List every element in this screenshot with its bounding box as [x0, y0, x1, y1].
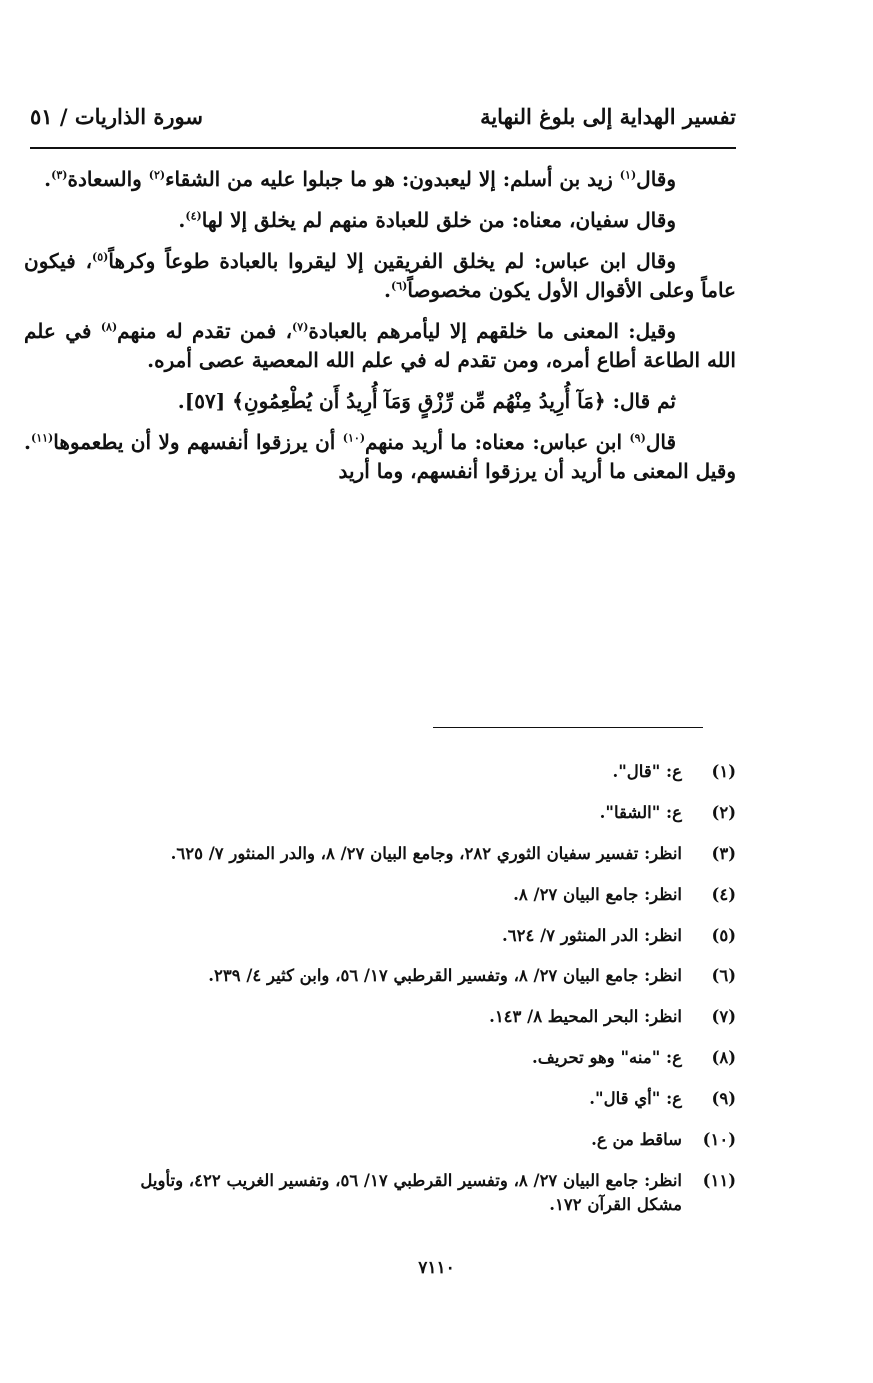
footnote	[90, 1169, 736, 1217]
footnote-number: (١١)	[702, 1170, 736, 1190]
footnote-ref: (٤)	[185, 209, 202, 223]
paragraph-text: قال	[645, 430, 676, 454]
footnote-text: ع: "أي قال".	[589, 1089, 682, 1109]
footnote	[90, 1087, 736, 1111]
surah-label: سورة الذاريات / ٥١	[30, 104, 203, 129]
footnote-number: (٤)	[711, 884, 736, 904]
footnote-text: ع: "منه" وهو تحريف.	[532, 1048, 682, 1068]
paragraph	[24, 428, 736, 486]
footnote-ref: (٧)	[292, 320, 309, 334]
paragraph	[24, 387, 736, 416]
footnote-number: (١)	[711, 762, 736, 781]
footnote-text: انظر: الدر المنثور ٧/ ٦٢٤.	[502, 925, 682, 945]
paragraph-text: . وقيل المعنى ما أريد أن يرزقوا أنفسهم، وما أريد	[24, 430, 736, 483]
paragraph-text: والسعادة	[67, 167, 149, 191]
paragraph-text: ، فمن تقدم له منهم	[117, 319, 293, 343]
paragraph	[24, 317, 736, 375]
main-text	[24, 165, 736, 486]
footnote-ref: (١١)	[30, 431, 54, 445]
paragraph-text: .	[178, 208, 186, 232]
page-number: ٧١١٠	[418, 1258, 455, 1278]
footnote-ref: (٥)	[92, 250, 109, 264]
footnote-text: ع: "قال".	[612, 762, 682, 781]
verse-number: [٥٧].	[177, 389, 233, 413]
paragraph-text: زيد بن أسلم: إلا ليعبدون: هو ما جبلوا عليه من الشقاء	[165, 167, 620, 191]
paragraph-text: ، فيكون عاماً وعلى الأقوال الأول يكون مخصوصاً	[24, 249, 736, 302]
paragraph-text: وقال ابن عباس: لم يخلق الفريقين إلا ليقروا بالعبادة طوعاً وكرهاً	[108, 249, 676, 273]
quran-verse: ﴿مَآ أُرِيدُ مِنْهُم مِّن رِّزْقٍ وَمَآ أُرِيدُ أَن يُطْعِمُونِ﴾	[232, 389, 606, 413]
footnote-ref: (٦)	[391, 279, 408, 293]
paragraph	[24, 165, 736, 194]
paragraph-text: ابن عباس: معناه: ما أريد منهم	[365, 430, 630, 454]
footnote-text: انظر: جامع البيان ٢٧/ ٨، وتفسير القرطبي ١٧/ ٥٦، وتفسير الغريب ٤٢٢، وتأويل مشكل القرآن ١٧٢.	[140, 1170, 682, 1214]
footnote-text: ساقط من ع.	[591, 1130, 682, 1150]
footnotes	[90, 760, 736, 1234]
footnote	[90, 801, 736, 825]
paragraph-text: .	[384, 278, 391, 302]
paragraph	[24, 206, 736, 235]
paragraph-text: ثم قال:	[605, 389, 676, 413]
footnote-ref: (١٠)	[342, 431, 366, 445]
footnote-text: انظر: جامع البيان ٢٧/ ٨، وتفسير القرطبي ١٧/ ٥٦، وابن كثير ٤/ ٢٣٩.	[208, 966, 682, 986]
footnote	[90, 924, 736, 948]
footnote-text: انظر: تفسير سفيان الثوري ٢٨٢، وجامع البيان ٢٧/ ٨، والدر المنثور ٧/ ٦٢٥.	[170, 843, 682, 863]
footnote-number: (٦)	[711, 966, 736, 986]
footnote-number: (١٠)	[702, 1130, 736, 1150]
footnote	[90, 1005, 736, 1029]
footnote-text: انظر: البحر المحيط ٨/ ١٤٣.	[489, 1007, 682, 1027]
footnote-divider	[433, 727, 703, 728]
footnote-ref: (١)	[619, 168, 637, 182]
footnote	[90, 1046, 736, 1070]
footnote-number: (٩)	[711, 1089, 736, 1109]
book-title: تفسير الهداية إلى بلوغ النهاية	[480, 104, 736, 129]
paragraph	[24, 247, 736, 305]
footnote-number: (٨)	[711, 1048, 736, 1068]
footnote	[90, 883, 736, 907]
footnote-number: (٢)	[711, 802, 736, 822]
paragraph-text: في علم الله الطاعة أطاع أمره، ومن تقدم له في علم الله المعصية عصى أمره.	[24, 319, 736, 372]
footnote	[90, 842, 736, 866]
footnote-ref: (٢)	[148, 168, 166, 182]
footnote	[90, 760, 736, 784]
footnote	[90, 1128, 736, 1152]
running-header	[30, 104, 736, 140]
paragraph-text: وقيل: المعنى ما خلقهم إلا ليأمرهم بالعبادة	[308, 319, 677, 343]
paragraph-text: .	[44, 167, 52, 191]
header-divider	[30, 147, 736, 149]
footnote-number: (٧)	[711, 1007, 736, 1027]
paragraph-text: وقال	[636, 167, 676, 191]
paragraph-text: وقال سفيان، معناه: من خلق للعبادة منهم لم يخلق إلا لها	[201, 208, 676, 232]
footnote-number: (٥)	[711, 925, 736, 945]
footnote-ref: (٩)	[629, 431, 646, 445]
footnote-ref: (٨)	[100, 320, 118, 334]
footnote-number: (٣)	[711, 843, 736, 863]
footnote-text: ع: "الشقا".	[599, 802, 682, 822]
footnote-text: انظر: جامع البيان ٢٧/ ٨.	[513, 884, 682, 904]
paragraph-text: أن يرزقوا أنفسهم ولا أن يطعموها	[53, 430, 343, 454]
footnote-ref: (٣)	[51, 168, 68, 182]
footnote	[90, 964, 736, 988]
